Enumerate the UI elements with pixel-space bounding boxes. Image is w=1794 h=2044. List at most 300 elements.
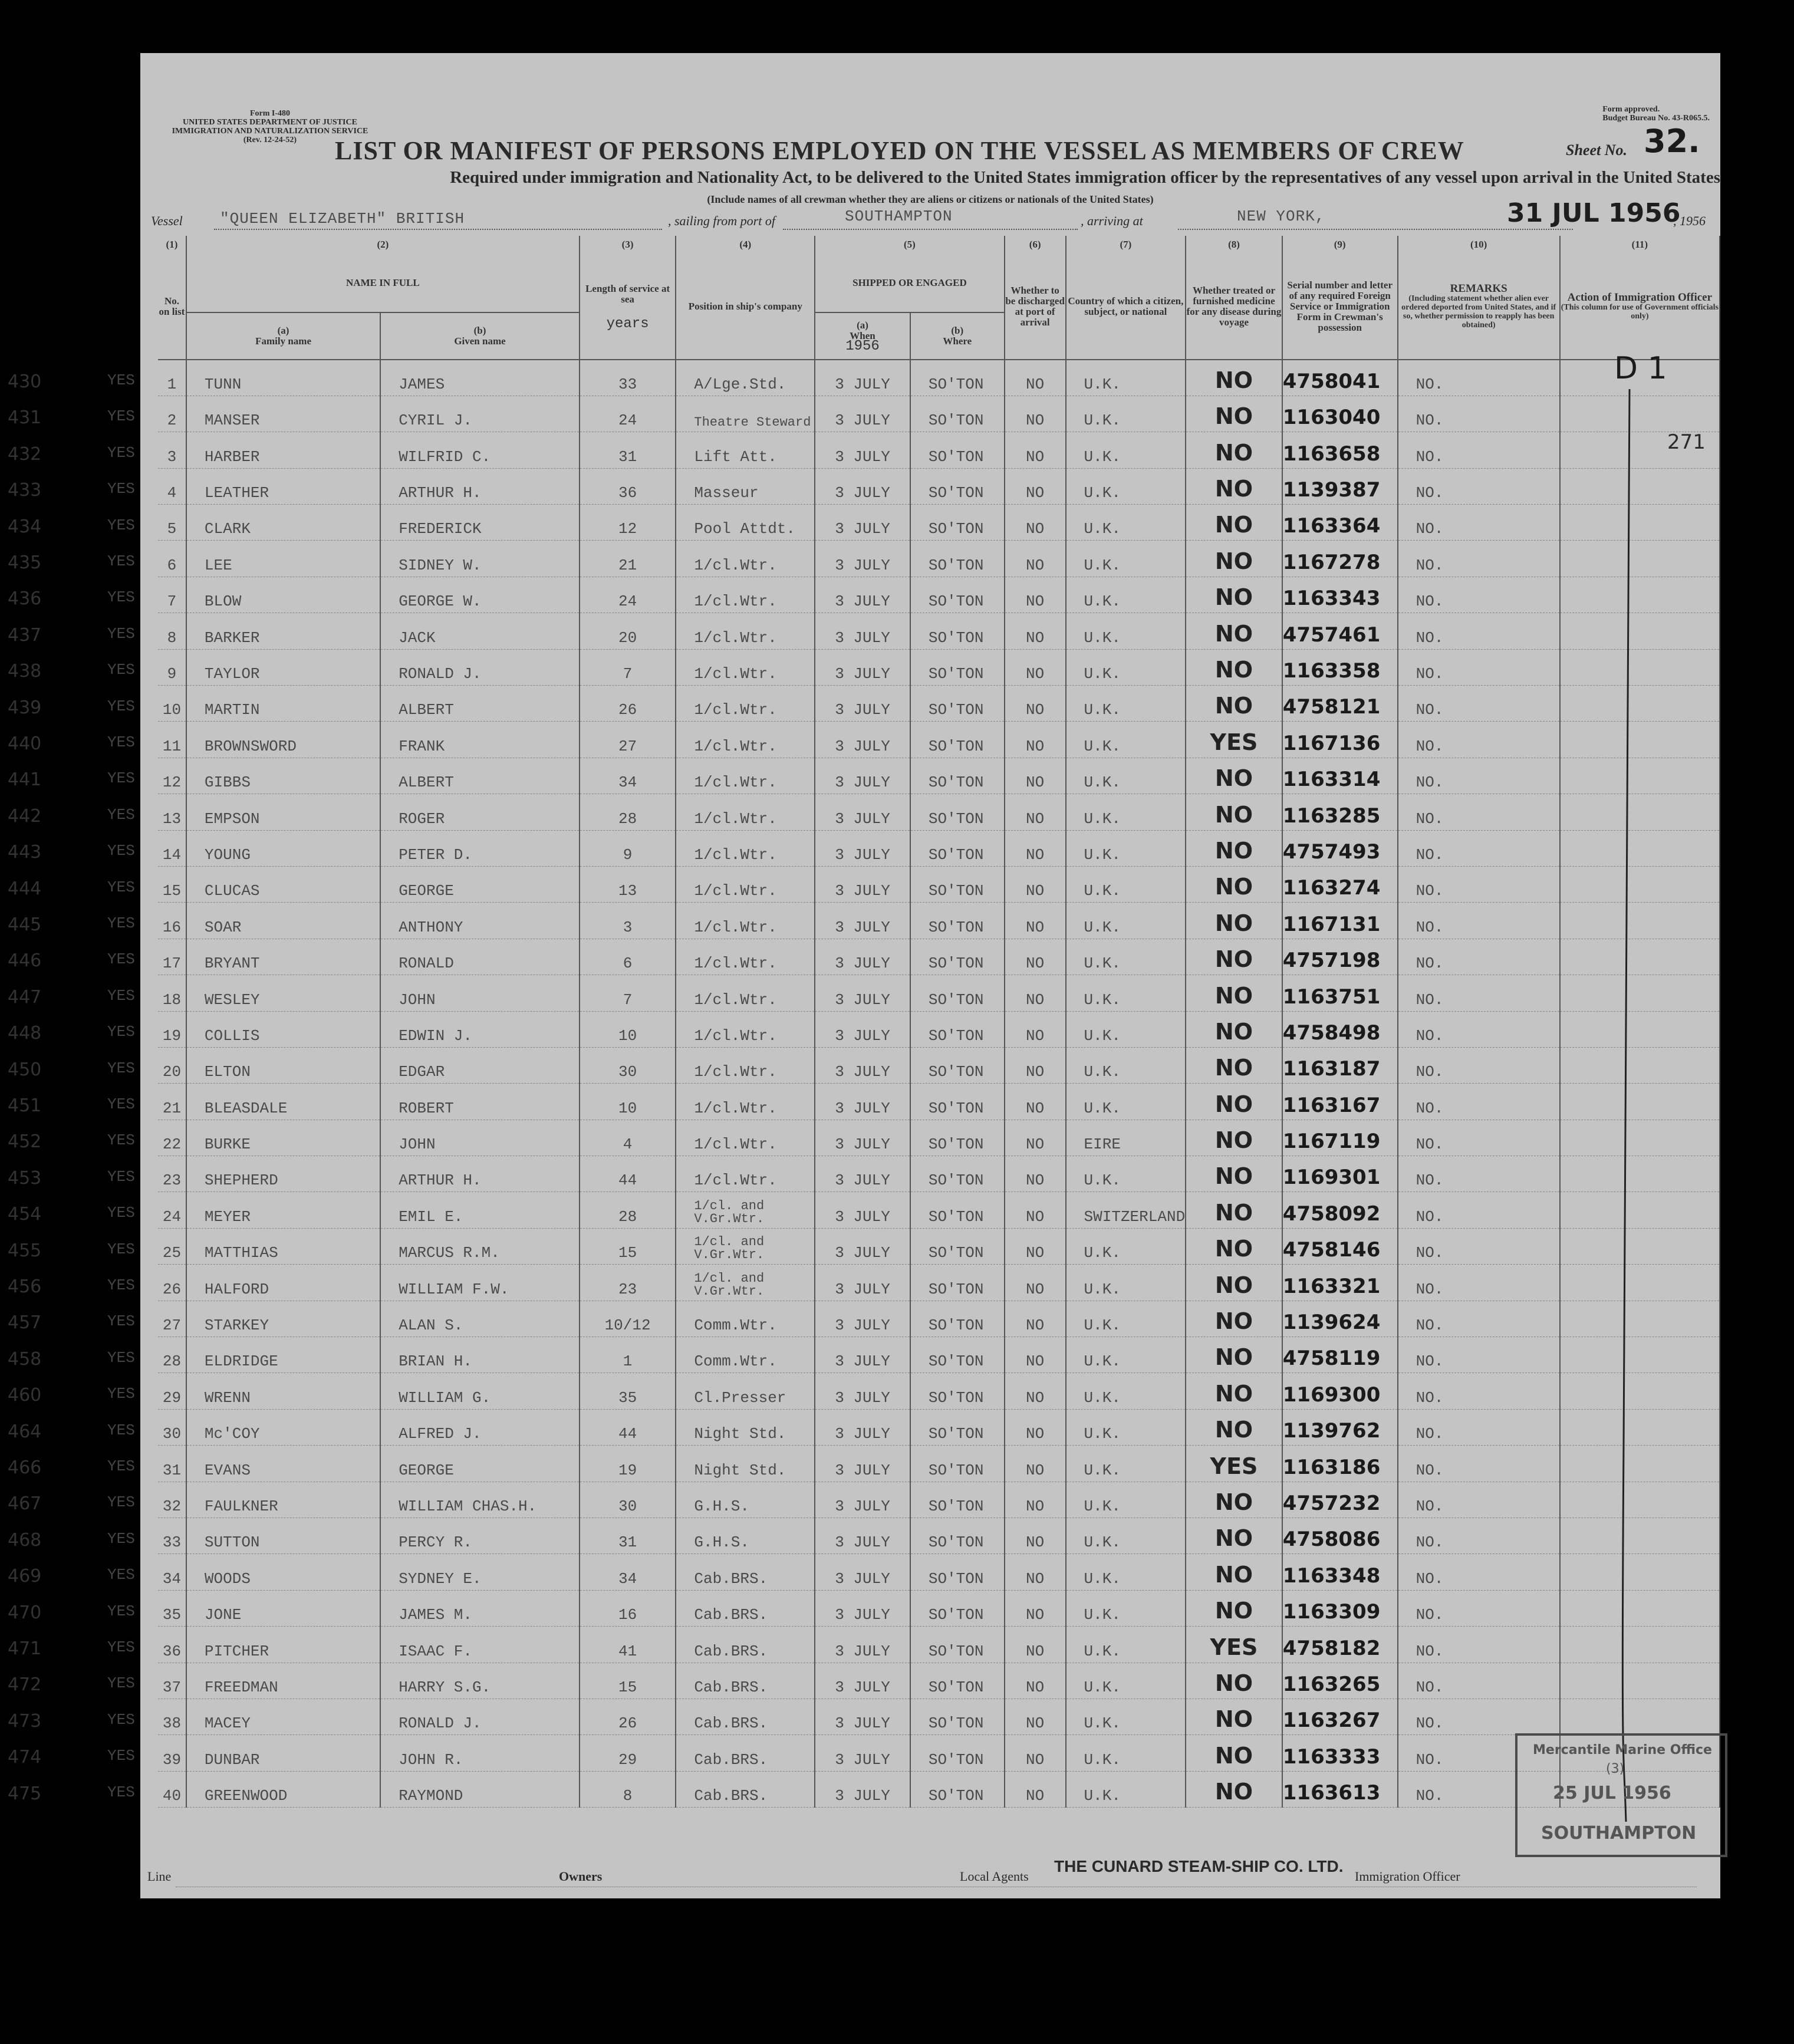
cell-shipped-where: SO'TON: [910, 975, 1005, 1011]
cell-given-name: ALAN S.: [380, 1301, 580, 1337]
cell-list-number: 27: [158, 1301, 186, 1337]
cell-serial-number: 1163314: [1282, 758, 1398, 794]
header-years: years: [606, 315, 649, 332]
cell-discharged: NO: [1005, 1735, 1066, 1771]
cell-discharged: NO: [1005, 1011, 1066, 1047]
cell-shipped-when: 3 JULY: [815, 866, 910, 902]
cell-treated: NO: [1186, 1518, 1282, 1554]
yes-mark: YES: [107, 1602, 135, 1620]
cell-shipped-when: 3 JULY: [815, 1011, 910, 1047]
cell-remarks: NO.: [1398, 794, 1560, 830]
cell-position: Cab.BRS.: [676, 1627, 815, 1663]
cell-country: U.K.: [1066, 1373, 1186, 1409]
cell-treated: NO: [1186, 1337, 1282, 1373]
cell-discharged: NO: [1005, 505, 1066, 541]
cell-position: Cab.BRS.: [676, 1554, 815, 1590]
cell-shipped-when: 3 JULY: [815, 758, 910, 794]
yes-mark: YES: [107, 986, 135, 1005]
cell-position: 1/cl. and V.Gr.Wtr.: [676, 1228, 815, 1264]
cell-country: U.K.: [1066, 794, 1186, 830]
cell-discharged: NO: [1005, 613, 1066, 649]
line-number: 475: [8, 1783, 42, 1804]
cell-shipped-when: 3 JULY: [815, 939, 910, 975]
col-num-10: (10): [1398, 236, 1560, 254]
header-action-note: (This column for use of Government officials only): [1561, 302, 1719, 321]
yes-mark: YES: [107, 1059, 135, 1077]
cell-country: U.K.: [1066, 1627, 1186, 1663]
cell-remarks: NO.: [1398, 975, 1560, 1011]
cell-country: U.K.: [1066, 903, 1186, 939]
cell-country: U.K.: [1066, 1156, 1186, 1192]
cell-treated: NO: [1186, 360, 1282, 396]
cell-shipped-when: 3 JULY: [815, 1554, 910, 1590]
cell-position: Cab.BRS.: [676, 1735, 815, 1771]
cell-family-name: GIBBS: [186, 758, 380, 794]
punch-hole: [64, 1239, 94, 1270]
yes-mark: YES: [107, 1131, 135, 1150]
line-number: 444: [8, 878, 42, 899]
cell-family-name: HALFORD: [186, 1265, 380, 1301]
cell-family-name: MATTHIAS: [186, 1228, 380, 1264]
cell-discharged: NO: [1005, 722, 1066, 758]
cell-shipped-where: SO'TON: [910, 577, 1005, 613]
col-num-5: (5): [815, 236, 1004, 254]
cell-shipped-when: 3 JULY: [815, 1337, 910, 1373]
punch-hole: [64, 317, 94, 348]
cell-shipped-where: SO'TON: [910, 649, 1005, 685]
cell-remarks: NO.: [1398, 1084, 1560, 1120]
cell-serial-number: 1167131: [1282, 903, 1398, 939]
cell-shipped-when: 3 JULY: [815, 830, 910, 866]
cell-length-of-service: 26: [580, 1699, 676, 1734]
cell-length-of-service: 44: [580, 1409, 676, 1445]
table-row: [158, 468, 1720, 504]
cell-given-name: ANTHONY: [380, 903, 580, 939]
table-row: [158, 686, 1720, 722]
line-number: 447: [8, 986, 42, 1008]
cell-serial-number: 1167278: [1282, 541, 1398, 577]
cell-list-number: 36: [158, 1627, 186, 1663]
table-row: [158, 1265, 1720, 1301]
col-num-11: (11): [1560, 236, 1720, 254]
cell-discharged: NO: [1005, 1156, 1066, 1192]
cell-position: 1/cl.Wtr.: [676, 939, 815, 975]
cell-discharged: NO: [1005, 1120, 1066, 1156]
cell-given-name: FRANK: [380, 722, 580, 758]
cell-remarks: NO.: [1398, 1663, 1560, 1699]
yes-mark: YES: [107, 1493, 135, 1512]
stamp-office: Mercantile Marine Office: [1533, 1743, 1712, 1757]
table-row: [158, 1011, 1720, 1047]
cell-remarks: NO.: [1398, 866, 1560, 902]
cell-serial-number: 4758182: [1282, 1627, 1398, 1663]
cell-list-number: 38: [158, 1699, 186, 1734]
cell-serial-number: 1163348: [1282, 1554, 1398, 1590]
revision-date: (Rev. 12-24-52): [243, 136, 297, 144]
include-note: (Include names of all crewman whether they are aliens or citizens or nationals of the United States): [707, 193, 1154, 205]
vessel-dotline: [214, 229, 662, 230]
cell-country: U.K.: [1066, 686, 1186, 722]
header-given-b: (b): [473, 325, 486, 336]
col-num-3: (3): [580, 236, 676, 254]
cell-given-name: SYDNEY E.: [380, 1554, 580, 1590]
cell-position: Comm.Wtr.: [676, 1301, 815, 1337]
table-row: [158, 613, 1720, 649]
line-number: 471: [8, 1638, 42, 1659]
table-row: [158, 1482, 1720, 1518]
cell-given-name: ROGER: [380, 794, 580, 830]
cell-length-of-service: 3: [580, 903, 676, 939]
cell-discharged: NO: [1005, 1771, 1066, 1807]
yes-mark: YES: [107, 1566, 135, 1584]
cell-family-name: FAULKNER: [186, 1482, 380, 1518]
cell-given-name: ALBERT: [380, 758, 580, 794]
cell-given-name: ISAAC F.: [380, 1627, 580, 1663]
cell-given-name: WILLIAM F.W.: [380, 1265, 580, 1301]
cell-serial-number: 1163333: [1282, 1735, 1398, 1771]
vessel-label: Vessel: [151, 213, 183, 228]
cell-position: 1/cl.Wtr.: [676, 758, 815, 794]
cell-shipped-when: 3 JULY: [815, 722, 910, 758]
cell-treated: NO: [1186, 758, 1282, 794]
line-number: 451: [8, 1095, 42, 1116]
page-title: LIST OR MANIFEST OF PERSONS EMPLOYED ON THE VESSEL AS MEMBERS OF CREW: [335, 136, 1464, 165]
cell-serial-number: 1169301: [1282, 1156, 1398, 1192]
cell-shipped-where: SO'TON: [910, 613, 1005, 649]
cell-given-name: WILLIAM G.: [380, 1373, 580, 1409]
cell-discharged: NO: [1005, 360, 1066, 396]
cell-remarks: NO.: [1398, 396, 1560, 432]
cell-treated: YES: [1186, 722, 1282, 758]
line-number: 432: [8, 443, 42, 465]
line-number: 460: [8, 1385, 42, 1406]
cell-shipped-when: 3 JULY: [815, 1192, 910, 1228]
cell-country: U.K.: [1066, 1301, 1186, 1337]
yes-mark: YES: [107, 1385, 135, 1403]
cell-discharged: NO: [1005, 903, 1066, 939]
cell-length-of-service: 21: [580, 541, 676, 577]
cell-shipped-where: SO'TON: [910, 1482, 1005, 1518]
cell-discharged: NO: [1005, 830, 1066, 866]
cell-length-of-service: 13: [580, 866, 676, 902]
table-row: [158, 1228, 1720, 1264]
yes-mark: YES: [107, 1240, 135, 1258]
cell-shipped-where: SO'TON: [910, 541, 1005, 577]
cell-length-of-service: 10: [580, 1084, 676, 1120]
cell-shipped-when: 3 JULY: [815, 794, 910, 830]
line-number: 437: [8, 624, 42, 646]
cell-discharged: NO: [1005, 1337, 1066, 1373]
cell-shipped-when: 3 JULY: [815, 1771, 910, 1807]
header-length-label: Length of service at sea: [585, 282, 670, 305]
action-vertical-line: [1602, 383, 1650, 1828]
cell-shipped-where: SO'TON: [910, 1627, 1005, 1663]
cell-position: 1/cl.Wtr.: [676, 577, 815, 613]
header-treated: Whether treated or furnished medicine for any disease during voyage: [1186, 254, 1282, 360]
cell-length-of-service: 31: [580, 1518, 676, 1554]
cell-remarks: NO.: [1398, 1735, 1560, 1771]
cell-country: U.K.: [1066, 830, 1186, 866]
line-number: 468: [8, 1529, 42, 1551]
cell-country: U.K.: [1066, 1011, 1186, 1047]
cell-discharged: NO: [1005, 649, 1066, 685]
action-number: 271: [1667, 430, 1706, 454]
cell-family-name: EMPSON: [186, 794, 380, 830]
yes-mark: YES: [107, 1674, 135, 1693]
cell-discharged: NO: [1005, 1409, 1066, 1445]
cell-country: U.K.: [1066, 1047, 1186, 1083]
cell-length-of-service: 1: [580, 1337, 676, 1373]
cell-serial-number: 1163751: [1282, 975, 1398, 1011]
cell-list-number: 13: [158, 794, 186, 830]
yes-mark: YES: [107, 733, 135, 751]
cell-length-of-service: 26: [580, 686, 676, 722]
cell-list-number: 5: [158, 505, 186, 541]
cell-given-name: HARRY S.G.: [380, 1663, 580, 1699]
cell-shipped-when: 3 JULY: [815, 1518, 910, 1554]
cell-remarks: NO.: [1398, 541, 1560, 577]
cell-shipped-where: SO'TON: [910, 866, 1005, 902]
cell-length-of-service: 7: [580, 649, 676, 685]
cell-length-of-service: 9: [580, 830, 676, 866]
yes-mark: YES: [107, 914, 135, 932]
cell-given-name: GEORGE W.: [380, 577, 580, 613]
cell-remarks: NO.: [1398, 1627, 1560, 1663]
yes-mark: YES: [107, 1204, 135, 1222]
cell-serial-number: 1163343: [1282, 577, 1398, 613]
table-row: [158, 1699, 1720, 1734]
cell-remarks: NO.: [1398, 686, 1560, 722]
line-number: 452: [8, 1131, 42, 1153]
cell-length-of-service: 4: [580, 1120, 676, 1156]
cell-shipped-when: 3 JULY: [815, 1627, 910, 1663]
cell-shipped-when: 3 JULY: [815, 1590, 910, 1626]
yes-mark: YES: [107, 661, 135, 679]
header-when-year: 1956: [845, 338, 880, 354]
cell-discharged: NO: [1005, 866, 1066, 902]
cell-family-name: HARBER: [186, 432, 380, 468]
cell-length-of-service: 36: [580, 468, 676, 504]
cell-position: 1/cl.Wtr.: [676, 830, 815, 866]
cell-position: 1/cl. and V.Gr.Wtr.: [676, 1265, 815, 1301]
cell-given-name: WILFRID C.: [380, 432, 580, 468]
cell-position: 1/cl.Wtr.: [676, 649, 815, 685]
cell-family-name: PITCHER: [186, 1627, 380, 1663]
cell-length-of-service: 27: [580, 722, 676, 758]
yes-mark: YES: [107, 480, 135, 498]
cell-length-of-service: 24: [580, 396, 676, 432]
cell-given-name: JAMES M.: [380, 1590, 580, 1626]
cell-shipped-where: SO'TON: [910, 722, 1005, 758]
cell-country: U.K.: [1066, 577, 1186, 613]
year-suffix: , 1956: [1673, 213, 1706, 228]
cell-length-of-service: 19: [580, 1446, 676, 1482]
cell-list-number: 17: [158, 939, 186, 975]
cell-family-name: EVANS: [186, 1446, 380, 1482]
cell-treated: NO: [1186, 1192, 1282, 1228]
yes-mark: YES: [107, 1710, 135, 1729]
cell-position: Theatre Steward: [676, 396, 815, 432]
header-family-a: (a): [277, 325, 289, 336]
punch-hole: [64, 1620, 94, 1651]
cell-remarks: NO.: [1398, 1228, 1560, 1264]
line-number: 443: [8, 842, 42, 863]
cell-shipped-where: SO'TON: [910, 1590, 1005, 1626]
table-header: [158, 236, 1720, 360]
cell-remarks: NO.: [1398, 758, 1560, 794]
cell-shipped-when: 3 JULY: [815, 1301, 910, 1337]
cell-list-number: 18: [158, 975, 186, 1011]
cell-list-number: 12: [158, 758, 186, 794]
cell-given-name: RAYMOND: [380, 1771, 580, 1807]
yes-mark: YES: [107, 1783, 135, 1801]
cell-shipped-where: SO'TON: [910, 396, 1005, 432]
cell-family-name: LEE: [186, 541, 380, 577]
cell-shipped-where: SO'TON: [910, 1771, 1005, 1807]
cell-length-of-service: 31: [580, 432, 676, 468]
header-shipped: SHIPPED OR ENGAGED: [815, 254, 1004, 312]
cell-position: 1/cl.Wtr.: [676, 1047, 815, 1083]
cell-remarks: NO.: [1398, 432, 1560, 468]
line-number: 433: [8, 480, 42, 501]
manifest-sheet: [8, 53, 1720, 1898]
yes-mark: YES: [107, 1348, 135, 1367]
cell-discharged: NO: [1005, 975, 1066, 1011]
cell-serial-number: 1163613: [1282, 1771, 1398, 1807]
yes-mark: YES: [107, 1095, 135, 1113]
cell-given-name: EDGAR: [380, 1047, 580, 1083]
stamp-number: (3): [1606, 1762, 1625, 1776]
cell-shipped-where: SO'TON: [910, 1373, 1005, 1409]
cell-treated: NO: [1186, 1554, 1282, 1590]
cell-length-of-service: 16: [580, 1590, 676, 1626]
cell-length-of-service: 29: [580, 1735, 676, 1771]
table-row: [158, 1735, 1720, 1771]
stamp-place: SOUTHAMPTON: [1541, 1823, 1697, 1844]
table-row: [158, 396, 1720, 432]
line-number: 470: [8, 1602, 42, 1623]
cell-remarks: NO.: [1398, 722, 1560, 758]
cell-list-number: 3: [158, 432, 186, 468]
cell-country: U.K.: [1066, 722, 1186, 758]
cell-family-name: MACEY: [186, 1699, 380, 1734]
cell-treated: NO: [1186, 649, 1282, 685]
table-row: [158, 1518, 1720, 1554]
cell-shipped-when: 3 JULY: [815, 1120, 910, 1156]
cell-discharged: NO: [1005, 794, 1066, 830]
line-number: 454: [8, 1204, 42, 1225]
cell-serial-number: 1163267: [1282, 1699, 1398, 1734]
cell-discharged: NO: [1005, 1554, 1066, 1590]
cell-discharged: NO: [1005, 939, 1066, 975]
table-row: [158, 830, 1720, 866]
cell-family-name: ELTON: [186, 1047, 380, 1083]
page-subtitle: Required under immigration and Nationality Act, to be delivered to the United States immigration officer by the representatives of any vessel upon arrival in the United States: [450, 168, 1720, 187]
cell-discharged: NO: [1005, 1446, 1066, 1482]
cell-length-of-service: 24: [580, 577, 676, 613]
cell-treated: NO: [1186, 794, 1282, 830]
cell-country: U.K.: [1066, 1771, 1186, 1807]
cell-given-name: BRIAN H.: [380, 1337, 580, 1373]
yes-mark: YES: [107, 624, 135, 643]
header-country: Country of which a citizen, subject, or national: [1066, 254, 1186, 360]
header-when-label: When: [850, 330, 875, 341]
cell-shipped-when: 3 JULY: [815, 975, 910, 1011]
cell-serial-number: 4758121: [1282, 686, 1398, 722]
cell-serial-number: 1163187: [1282, 1047, 1398, 1083]
table-row: [158, 1627, 1720, 1663]
cell-family-name: MEYER: [186, 1192, 380, 1228]
cell-treated: YES: [1186, 1627, 1282, 1663]
cell-list-number: 24: [158, 1192, 186, 1228]
cell-given-name: PETER D.: [380, 830, 580, 866]
header-length: [580, 254, 676, 360]
cell-remarks: NO.: [1398, 1373, 1560, 1409]
cell-treated: NO: [1186, 939, 1282, 975]
cell-treated: NO: [1186, 1084, 1282, 1120]
cell-discharged: NO: [1005, 1301, 1066, 1337]
cell-treated: NO: [1186, 903, 1282, 939]
cell-position: A/Lge.Std.: [676, 360, 815, 396]
cell-serial-number: 1163658: [1282, 432, 1398, 468]
cell-given-name: RONALD J.: [380, 649, 580, 685]
cell-position: 1/cl.Wtr.: [676, 541, 815, 577]
cell-length-of-service: 15: [580, 1663, 676, 1699]
cell-remarks: NO.: [1398, 1301, 1560, 1337]
sheet-number: 32.: [1644, 123, 1700, 160]
cell-shipped-when: 3 JULY: [815, 1373, 910, 1409]
line-number: 442: [8, 805, 42, 827]
cell-country: U.K.: [1066, 505, 1186, 541]
table-row: [158, 903, 1720, 939]
cell-serial-number: 4758092: [1282, 1192, 1398, 1228]
cell-position: Cl.Presser: [676, 1373, 815, 1409]
approval-line-2: Budget Bureau No. 43-R065.5.: [1602, 114, 1710, 123]
cell-remarks: NO.: [1398, 1482, 1560, 1518]
cell-given-name: JOHN: [380, 975, 580, 1011]
cell-shipped-when: 3 JULY: [815, 1409, 910, 1445]
yes-mark: YES: [107, 552, 135, 570]
cell-remarks: NO.: [1398, 577, 1560, 613]
col-num-8: (8): [1186, 236, 1282, 254]
sheet-label: Sheet No.: [1566, 141, 1627, 159]
cell-list-number: 23: [158, 1156, 186, 1192]
yes-mark: YES: [107, 697, 135, 715]
cell-list-number: 19: [158, 1011, 186, 1047]
line-number: 441: [8, 769, 42, 791]
cell-position: Cab.BRS.: [676, 1663, 815, 1699]
header-remarks-label: REMARKS: [1450, 282, 1507, 295]
table-row: [158, 1337, 1720, 1373]
table-row: [158, 1771, 1720, 1807]
cell-serial-number: 1163265: [1282, 1663, 1398, 1699]
cell-given-name: RONALD: [380, 939, 580, 975]
cell-list-number: 37: [158, 1663, 186, 1699]
cell-country: U.K.: [1066, 1337, 1186, 1373]
cell-remarks: NO.: [1398, 1047, 1560, 1083]
yes-mark: YES: [107, 842, 135, 860]
cell-position: 1/cl.Wtr.: [676, 1084, 815, 1120]
cell-country: U.K.: [1066, 975, 1186, 1011]
cell-serial-number: 4758086: [1282, 1518, 1398, 1554]
cell-remarks: NO.: [1398, 1518, 1560, 1554]
cell-remarks: NO.: [1398, 1156, 1560, 1192]
cell-country: U.K.: [1066, 1265, 1186, 1301]
cell-remarks: NO.: [1398, 505, 1560, 541]
cell-list-number: 7: [158, 577, 186, 613]
port-dotline: [783, 229, 1078, 230]
cell-position: Cab.BRS.: [676, 1699, 815, 1734]
